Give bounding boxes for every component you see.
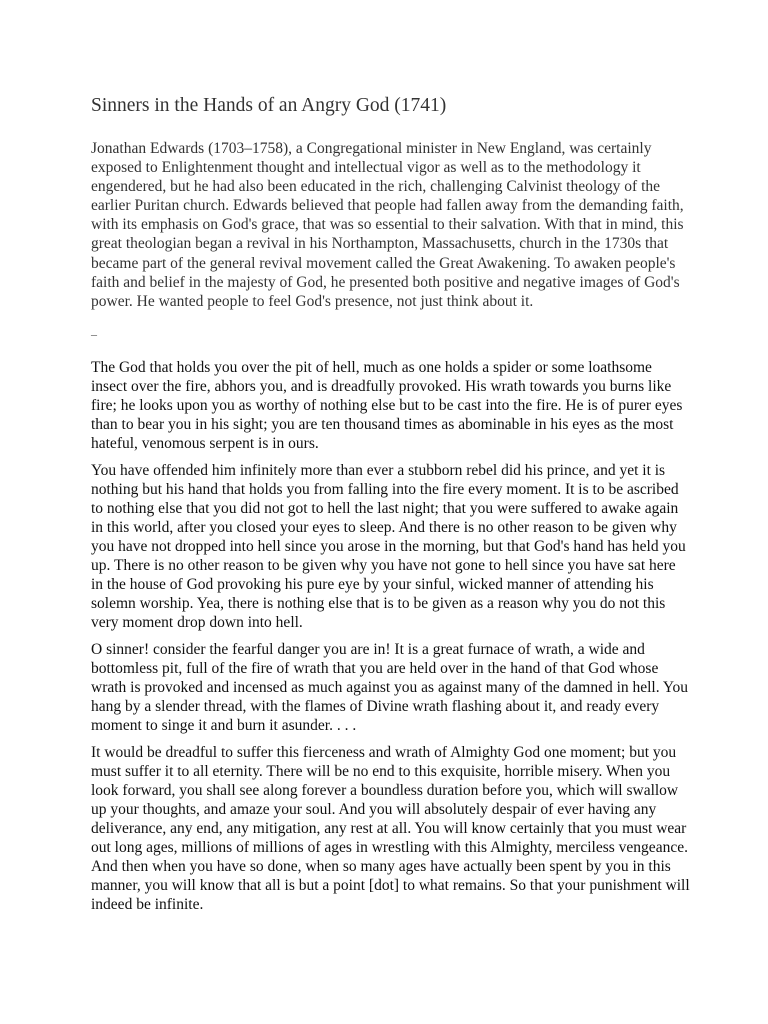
section-divider: – bbox=[91, 327, 97, 341]
sermon-paragraph-2: You have offended him infinitely more than ever a stubborn rebel did his prince, and yet it is nothing but his hand that holds you from falling into the fire every moment. It is to be ascribed to nothing else that you did not got to hell the last night; that you were suffered to awake again in this world, after you closed your eyes to sleep. And there is no other reason to be given why you have not dropped into hell since you arose in the morning, but that God's hand has held you up. There is no other reason to be given why you have not gone to hell since you have sat here in the house of God provoking his pure eye by your sinful, wicked manner of attending his solemn worship. Yea, there is nothing else that is to be given as a reason why you do not this very moment drop down into hell. bbox=[91, 462, 686, 631]
sermon-paragraph-4: It would be dreadful to suffer this fierceness and wrath of Almighty God one moment; but you must suffer it to all eternity. There will be no end to this exquisite, horrible misery. When you look forward, you shall see along forever a boundless duration before you, which will swallow up your thoughts, and amaze your soul. And you will absolutely despair of ever having any deliverance, any end, any mitigation, any rest at all. You will know certainly that you must wear out long ages, millions of millions of ages in wrestling with this Almighty, merciless vengeance. And then when you have so done, when so many ages have actually been spent by you in this manner, you will know that all is but a point [dot] to what remains. So that your punishment will indeed be infinite. bbox=[91, 744, 690, 913]
sermon-paragraph-1: The God that holds you over the pit of hell, much as one holds a spider or some loathsome insect over the fire, abhors you, and is dreadfully provoked. His wrath towards you burns like fire; he looks upon you as worthy of nothing else but to be cast into the fire. He is of purer eyes than to bear you in his sight; you are ten thousand times as abominable in his eyes as the most hateful, venomous serpent is in ours. bbox=[91, 359, 683, 452]
sermon-paragraph-3: O sinner! consider the fearful danger you are in! It is a great furnace of wrath, a wide and bottomless pit, full of the fire of wrath that you are held over in the hand of that God whose wrath is provoked and incensed as much against you as against many of the damned in hell. You hang by a slender thread, with the flames of Divine wrath flashing about it, and ready every moment to singe it and burn it asunder. . . . bbox=[91, 641, 689, 734]
intro-paragraph: Jonathan Edwards (1703–1758), a Congregational minister in New England, was certainly exposed to Enlightenment thought and intellectual vigor as well as to the methodology it engendered, but he had also been educated in the rich, challenging Calvinist theology of the earlier Puritan church. Edwards believed that people had fallen away from the demanding faith, with its emphasis on God's grace, that was so essential to their salvation. With that in mind, this great theologian began a revival in his Northampton, Massachusetts, church in the 1730s that became part of the general revival movement called the Great Awakening. To awaken people's faith and belief in the majesty of God, he presented both positive and negative images of God's power. He wanted people to feel God's presence, not just think about it. bbox=[91, 140, 684, 310]
document-title: Sinners in the Hands of an Angry God (1741) bbox=[91, 95, 447, 116]
